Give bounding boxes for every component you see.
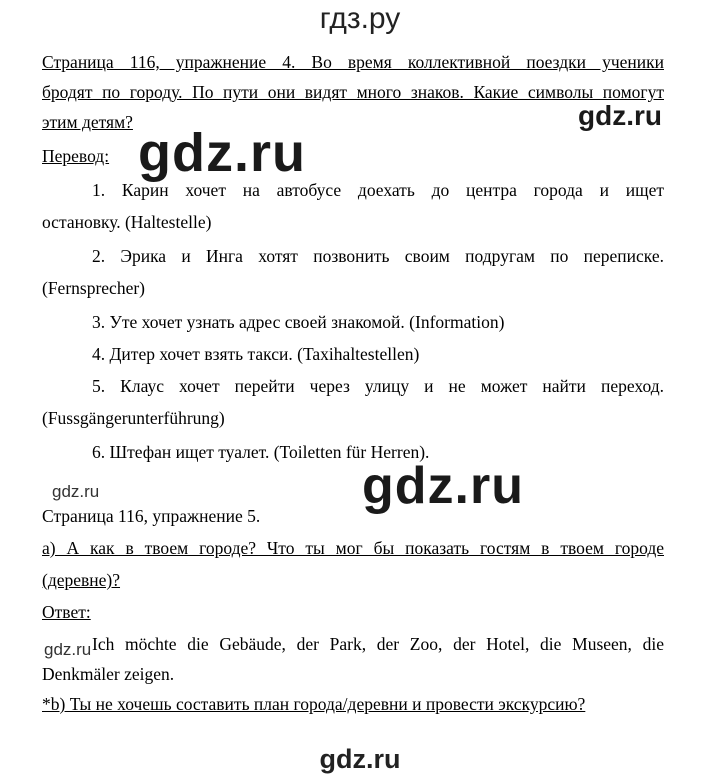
question-a-line2: (деревне)?: [42, 570, 121, 590]
answer-line1: Ich möchte die Gebäude, der Park, der Zoo, der Hotel, die Museen, die: [92, 634, 664, 654]
watermark-small: gdz.ru: [44, 640, 92, 659]
translation-label: Перевод:: [42, 146, 110, 166]
item-5-line2: (Fussgängerunterführung): [42, 408, 225, 428]
item-4: 4. Дитер хочет взять такси. (Taxihaltestellen): [92, 344, 420, 364]
item-6: 6. Штефан ищет туалет. (Toiletten für Herren).: [92, 442, 430, 462]
item-1-line2: остановку. (Haltestelle): [42, 212, 212, 232]
exercise-4-heading-line1: Страница 116, упражнение 4. Во время коллективной поездки ученики: [42, 52, 664, 72]
item-2-line2: (Fernsprecher): [42, 278, 146, 298]
watermark-small: gdz.ru: [52, 482, 100, 501]
watermark: gdz.ru: [578, 100, 662, 131]
exercise-4-heading-line2: бродят по городу. По пути они видят много знаков. Какие символы помогут: [42, 82, 664, 102]
question-b: *b) Ты не хочешь составить план города/деревни и провести экскурсию?: [42, 694, 586, 714]
answer-label: Ответ:: [42, 602, 91, 622]
watermark-large: gdz.ru: [362, 457, 524, 515]
question-a-line1: а) А как в твоем городе? Что ты мог бы показать гостям в твоем городе: [42, 538, 664, 558]
watermark-bottom: gdz.ru: [319, 744, 401, 774]
watermark-top: гдз.ру: [319, 2, 401, 35]
exercise-4-heading-line3: этим детям?: [42, 112, 133, 132]
item-5-line1: 5. Клаус хочет перейти через улицу и не может найти переход.: [92, 376, 664, 396]
item-1-line1: 1. Карин хочет на автобусе доехать до центра города и ищет: [92, 180, 664, 200]
item-2-line1: 2. Эрика и Инга хотят позвонить своим подругам по переписке.: [92, 246, 664, 266]
item-3: 3. Уте хочет узнать адрес своей знакомой. (Information): [92, 312, 505, 332]
answer-line2: Denkmäler zeigen.: [42, 664, 175, 684]
exercise-5-heading: Страница 116, упражнение 5.: [42, 506, 261, 526]
watermark-large: gdz.ru: [138, 123, 306, 183]
